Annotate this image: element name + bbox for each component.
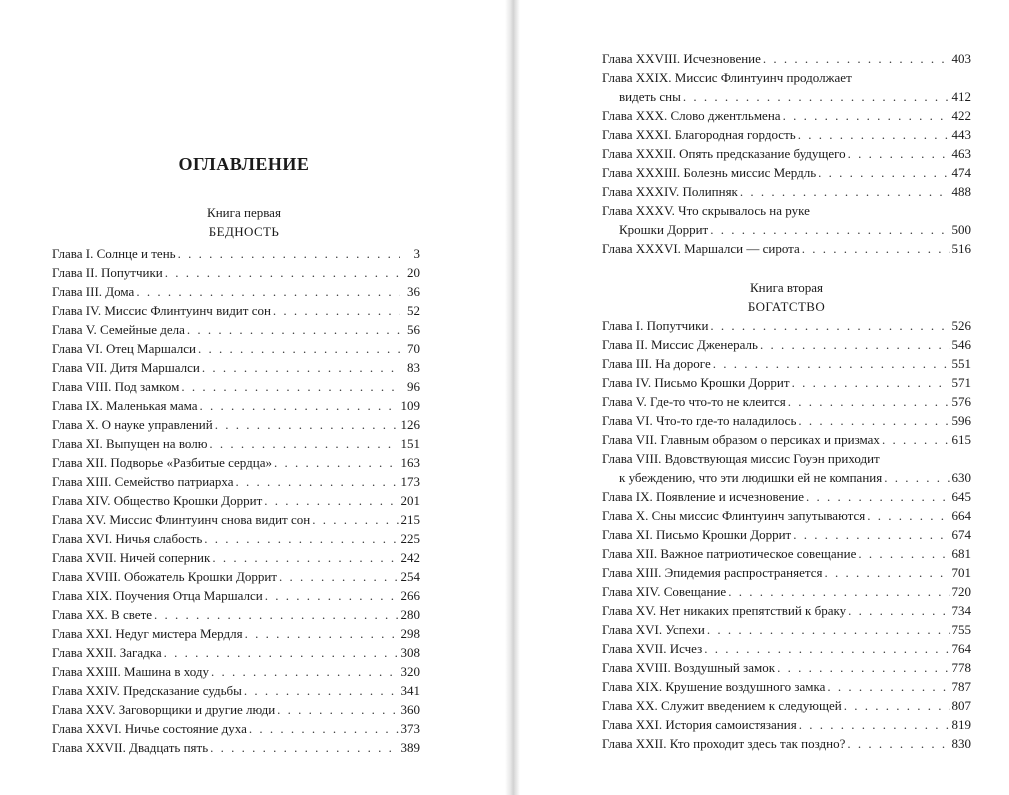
dot-leader [777, 658, 949, 677]
dot-leader [740, 182, 950, 201]
toc-entry [52, 586, 420, 605]
book1-heading [0, 203, 488, 241]
chapter-title: Глава XXIV. Предсказание судьбы [52, 683, 242, 698]
toc-entry [52, 263, 420, 282]
chapter-title: Глава XXVII. Двадцать пять [52, 740, 209, 755]
chapter-title: Глава XXXVI. Маршалси — сирота [602, 241, 800, 256]
dot-leader [683, 87, 950, 106]
chapter-title: Глава V. Семейные дела [52, 322, 185, 337]
page-number: 576 [951, 394, 971, 409]
page-number: 645 [951, 489, 971, 504]
toc-entry [602, 144, 971, 163]
page-number: 215 [400, 512, 420, 527]
dot-leader [760, 335, 950, 354]
contents-title: ОГЛАВЛЕНИЕ [178, 154, 310, 174]
toc-entry [602, 544, 971, 563]
chapter-title: Глава VII. Главным образом о персиках и призмах [602, 432, 880, 447]
chapter-title: Глава XVIII. Воздушный замок [602, 660, 776, 675]
page-number: 36 [407, 284, 420, 299]
chapter-title: Глава XVI. Успехи [602, 622, 705, 637]
chapter-title: Глава XXII. Кто проходит здесь так поздно? [602, 736, 846, 751]
toc-entry [602, 411, 971, 430]
toc-entry [602, 182, 971, 201]
toc-entry [602, 335, 971, 354]
toc-entry [602, 239, 971, 258]
toc-entry [602, 220, 971, 239]
dot-leader [713, 354, 950, 373]
page-number: 755 [951, 622, 971, 637]
book1-toc [52, 244, 420, 757]
page-number: 787 [951, 679, 971, 694]
chapter-title: Глава VI. Отец Маршалси [52, 341, 196, 356]
chapter-title: Глава XI. Выпущен на волю [52, 436, 208, 451]
page-number: 320 [400, 664, 420, 679]
chapter-title: Глава XIV. Совещание [602, 584, 727, 599]
toc-entry [52, 434, 420, 453]
dot-leader [244, 681, 399, 700]
page-number: 807 [951, 698, 971, 713]
toc-entry [602, 506, 971, 525]
dot-leader [181, 377, 400, 396]
page-number: 474 [951, 165, 971, 180]
dot-leader [209, 434, 398, 453]
dot-leader [202, 358, 400, 377]
page-number: 360 [400, 702, 420, 717]
chapter-title: Глава XXI. История самоистязания [602, 717, 797, 732]
page-number: 389 [400, 740, 420, 755]
toc-entry [52, 548, 420, 567]
toc-entry [602, 658, 971, 677]
chapter-title: Глава XIII. Эпидемия распространяется [602, 565, 823, 580]
toc-entry [52, 662, 420, 681]
toc-entry [602, 734, 971, 753]
toc-entry [52, 624, 420, 643]
toc-entry [602, 525, 971, 544]
page-number: 546 [951, 337, 971, 352]
chapter-title: Глава XXXI. Благородная гордость [602, 127, 796, 142]
page-number: 298 [400, 626, 420, 641]
book1-title: БЕДНОСТЬ [208, 224, 280, 239]
page-number: 412 [951, 89, 971, 104]
dot-leader [798, 411, 949, 430]
toc-entry [52, 510, 420, 529]
page-number: 280 [400, 607, 420, 622]
dot-leader [783, 106, 950, 125]
page-number: 308 [400, 645, 420, 660]
page-number: 830 [951, 736, 971, 751]
page-number: 488 [951, 184, 971, 199]
page-number: 674 [951, 527, 971, 542]
dot-leader [844, 696, 950, 715]
page-number: 403 [951, 51, 971, 66]
toc-entry [602, 87, 971, 106]
dot-leader [136, 282, 400, 301]
toc-entry [602, 49, 971, 68]
toc-entry [602, 601, 971, 620]
page-number: 56 [407, 322, 420, 337]
toc-entry [52, 605, 420, 624]
dot-leader [204, 529, 398, 548]
toc-entry [602, 715, 971, 734]
toc-entry [52, 700, 420, 719]
dot-leader [799, 715, 950, 734]
page-number: 373 [400, 721, 420, 736]
chapter-title: Глава XXXII. Опять предсказание будущего [602, 146, 846, 161]
dot-leader [187, 320, 400, 339]
dot-leader [274, 453, 399, 472]
page-number: 254 [400, 569, 420, 584]
chapter-title: Глава X. О науке управлений [52, 417, 213, 432]
dot-leader [164, 643, 399, 662]
chapter-title: Глава XII. Важное патриотическое совещание [602, 546, 857, 561]
page-number: 778 [951, 660, 971, 675]
dot-leader [236, 472, 399, 491]
chapter-title: Глава XVII. Исчез [602, 641, 703, 656]
page-number: 681 [951, 546, 971, 561]
toc-entry [52, 358, 420, 377]
book2-heading [602, 278, 971, 316]
toc-entry [602, 468, 971, 487]
page-number: 341 [400, 683, 420, 698]
page-number: 96 [407, 379, 420, 394]
dot-leader [858, 544, 949, 563]
toc-entry [52, 301, 420, 320]
chapter-title: Глава XX. Служит введением к следующей [602, 698, 842, 713]
right-page [520, 0, 1009, 795]
book1-label: Книга первая [207, 205, 281, 220]
chapter-title: Глава XVI. Ничья слабость [52, 531, 203, 546]
chapter-title-continuation-wrap [602, 468, 882, 487]
book1-toc-continued [602, 49, 971, 258]
chapter-title: Глава VIII. Под замком [52, 379, 180, 394]
dot-leader [211, 662, 399, 681]
toc-entry [602, 125, 971, 144]
dot-leader [312, 510, 398, 529]
chapter-title-continuation-wrap [602, 87, 681, 106]
page-number: 163 [400, 455, 420, 470]
page-number: 83 [407, 360, 420, 375]
dot-leader [798, 125, 950, 144]
page-number: 443 [951, 127, 971, 142]
chapter-title: Глава II. Миссис Дженераль [602, 337, 758, 352]
toc-entry [52, 320, 420, 339]
toc-entry [602, 639, 971, 658]
chapter-title-continuation-wrap [602, 220, 708, 239]
page-number: 225 [400, 531, 420, 546]
toc-entry [52, 453, 420, 472]
dot-leader [802, 239, 950, 258]
dot-leader [277, 700, 398, 719]
page-number: 819 [951, 717, 971, 732]
dot-leader [264, 491, 398, 510]
chapter-title: Глава XXXIII. Болезнь миссис Мердль [602, 165, 817, 180]
toc-entry [602, 582, 971, 601]
chapter-title: Глава XII. Подворье «Разбитые сердца» [52, 455, 272, 470]
chapter-title: Глава I. Солнце и тень [52, 246, 176, 261]
dot-leader [178, 244, 400, 263]
toc-entry [52, 567, 420, 586]
page-number: 173 [400, 474, 420, 489]
chapter-title: Глава XX. В свете [52, 607, 153, 622]
page-number: 20 [407, 265, 420, 280]
toc-entry [602, 373, 971, 392]
toc-entry [602, 430, 971, 449]
toc-entry [52, 738, 420, 757]
toc-entry [52, 472, 420, 491]
chapter-title: Глава X. Сны миссис Флинтуинч запутываются [602, 508, 866, 523]
dot-leader [806, 487, 949, 506]
toc-entry [602, 354, 971, 373]
page-number: 630 [951, 470, 971, 485]
page-number: 571 [951, 375, 971, 390]
toc-entry [602, 392, 971, 411]
chapter-title: Глава XIX. Крушение воздушного замка [602, 679, 826, 694]
page-number: 664 [951, 508, 971, 523]
chapter-title: Глава XV. Миссис Флинтуинч снова видит сон [52, 512, 311, 527]
chapter-title: Глава II. Попутчики [52, 265, 163, 280]
chapter-title: Глава XXXV. Что скрывалось на руке [602, 203, 810, 218]
toc-entry [602, 677, 971, 696]
chapter-title: Глава XXI. Недуг мистера Мердля [52, 626, 243, 641]
toc-entry [602, 620, 971, 639]
toc-entry [52, 491, 420, 510]
chapter-title: Глава I. Попутчики [602, 318, 709, 333]
dot-leader [827, 677, 949, 696]
page-number: 109 [400, 398, 420, 413]
book2-toc [602, 316, 971, 753]
page-number: 3 [413, 246, 420, 261]
dot-leader [245, 624, 399, 643]
page-number: 516 [951, 241, 971, 256]
page-gutter [505, 0, 520, 795]
dot-leader [710, 220, 949, 239]
chapter-title: Глава IX. Появление и исчезновение [602, 489, 805, 504]
toc-entry [602, 316, 971, 335]
toc-entry [602, 696, 971, 715]
dot-leader [265, 586, 399, 605]
chapter-title-continuation: к убеждению, что эти людишки ей не компания [619, 470, 883, 485]
page-number: 201 [400, 493, 420, 508]
dot-leader [788, 392, 950, 411]
chapter-title: Глава XXV. Заговорщики и другие люди [52, 702, 276, 717]
page-number: 764 [951, 641, 971, 656]
chapter-title: Глава VI. Что-то где-то наладилось [602, 413, 797, 428]
chapter-title: Глава XXIII. Машина в ходу [52, 664, 209, 679]
dot-leader [728, 582, 949, 601]
chapter-title: Глава XXX. Слово джентльмена [602, 108, 781, 123]
chapter-title: Глава XIX. Поучения Отца Маршалси [52, 588, 263, 603]
page-number: 615 [951, 432, 971, 447]
dot-leader [210, 738, 398, 757]
chapter-title: Глава III. Дома [52, 284, 135, 299]
dot-leader [198, 339, 400, 358]
chapter-title: Глава XIV. Общество Крошки Доррит [52, 493, 263, 508]
toc-entry [52, 643, 420, 662]
page-number: 500 [951, 222, 971, 237]
chapter-title: Глава XXII. Загадка [52, 645, 162, 660]
dot-leader [200, 396, 399, 415]
page-number: 266 [400, 588, 420, 603]
dot-leader [279, 567, 399, 586]
toc-entry [602, 106, 971, 125]
toc-entry [602, 163, 971, 182]
toc-entry [52, 282, 420, 301]
book2-label: Книга вторая [749, 280, 823, 295]
page-number: 463 [951, 146, 971, 161]
dot-leader [165, 263, 400, 282]
chapter-title: Глава VIII. Вдовствующая миссис Гоуэн приходит [602, 451, 880, 466]
dot-leader [824, 563, 949, 582]
dot-leader [848, 601, 949, 620]
dot-leader [848, 144, 950, 163]
dot-leader [154, 605, 398, 624]
chapter-title: Глава XXXIV. Полипняк [602, 184, 738, 199]
dot-leader [707, 620, 950, 639]
chapter-title: Глава V. Где-то что-то не клеится [602, 394, 786, 409]
chapter-title: Глава XV. Нет никаких препятствий к браку [602, 603, 847, 618]
page-number: 151 [400, 436, 420, 451]
toc-entry [52, 244, 420, 263]
dot-leader [792, 373, 950, 392]
page-number: 52 [407, 303, 420, 318]
toc-entry [52, 719, 420, 738]
chapter-title: Глава XXVIII. Исчезновение [602, 51, 761, 66]
dot-leader [763, 49, 950, 68]
dot-leader [884, 468, 949, 487]
page-number: 596 [951, 413, 971, 428]
page-number: 526 [951, 318, 971, 333]
dot-leader [704, 639, 949, 658]
page-number: 734 [951, 603, 971, 618]
toc-entry [52, 681, 420, 700]
dot-leader [793, 525, 949, 544]
toc-entry [602, 563, 971, 582]
dot-leader [710, 316, 949, 335]
page-number: 422 [951, 108, 971, 123]
page-number: 720 [951, 584, 971, 599]
chapter-title: Глава XXVI. Ничье состояние духа [52, 721, 247, 736]
chapter-title-continuation: Крошки Доррит [619, 222, 709, 237]
page-number: 242 [400, 550, 420, 565]
chapter-title: Глава IV. Миссис Флинтуинч видит сон [52, 303, 271, 318]
toc-entry [602, 487, 971, 506]
dot-leader [249, 719, 399, 738]
chapter-title: Глава XVII. Ничей соперник [52, 550, 211, 565]
page-number: 551 [951, 356, 971, 371]
dot-leader [273, 301, 400, 320]
chapter-title: Глава IV. Письмо Крошки Доррит [602, 375, 790, 390]
toc-entry [52, 415, 420, 434]
chapter-title: Глава III. На дороге [602, 356, 711, 371]
dot-leader [215, 415, 399, 434]
toc-entry [52, 396, 420, 415]
chapter-title: Глава XXIX. Миссис Флинтуинч продолжает [602, 70, 852, 85]
page-number: 701 [951, 565, 971, 580]
chapter-title: Глава IX. Маленькая мама [52, 398, 198, 413]
toc-entry [52, 339, 420, 358]
dot-leader [818, 163, 949, 182]
chapter-title: Глава VII. Дитя Маршалси [52, 360, 200, 375]
dot-leader [212, 548, 398, 567]
dot-leader [882, 430, 950, 449]
dot-leader [867, 506, 949, 525]
book2-title: БОГАТСТВО [747, 299, 826, 314]
toc-entry [52, 377, 420, 396]
dot-leader [847, 734, 949, 753]
chapter-title: Глава XI. Письмо Крошки Доррит [602, 527, 792, 542]
chapter-title: Глава XVIII. Обожатель Крошки Доррит [52, 569, 277, 584]
toc-entry [52, 529, 420, 548]
chapter-title: Глава XIII. Семейство патриарха [52, 474, 234, 489]
page-number: 70 [407, 341, 420, 356]
page-number: 126 [400, 417, 420, 432]
chapter-title-continuation: видеть сны [619, 89, 681, 104]
